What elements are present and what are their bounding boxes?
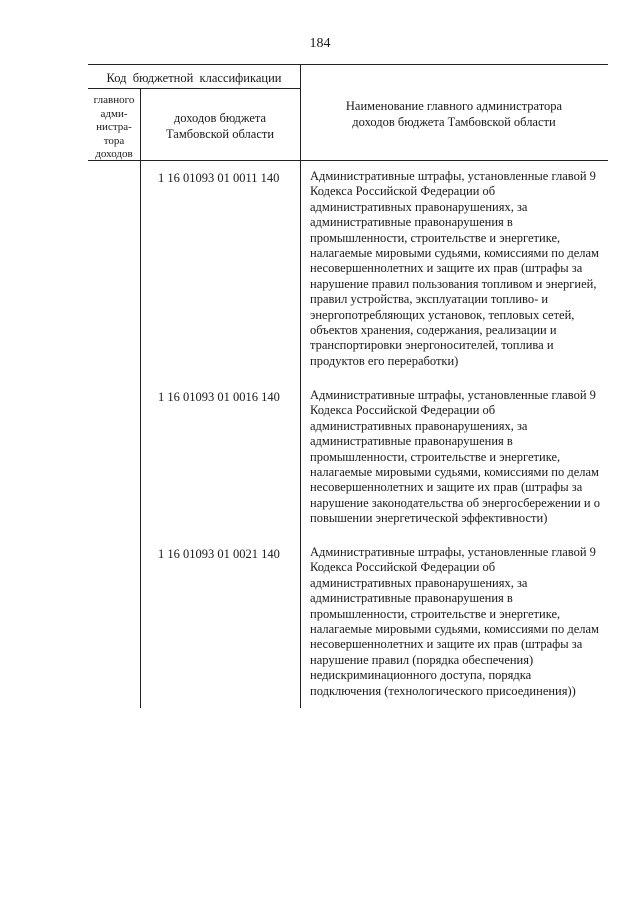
page-number: 184 — [309, 36, 331, 51]
admin-column-header: главного адми- нистра- тора доходов — [93, 94, 135, 160]
table-row-description: Административные штрафы, установленные главой 9 Кодекса Российской Федерации об административных правонарушениях, за административные правонарушения в промышленности, строительстве и энергетике, налагаемые мировыми судьями, комиссиями по делам несовершеннолетних и защите их прав (штрафы за нарушение правил пользования топливом и энергией, правил устройства, эксплуатации топливо- и энергопотребляющих установок, тепловых сетей, объектов хранения, содержания, реализации и транспортировки энергоносителей, топлива и продуктов его переработки) — [310, 169, 599, 368]
table-row-code: 1 16 01093 01 0011 140 — [158, 171, 280, 185]
table-row-code: 1 16 01093 01 0016 140 — [158, 390, 280, 404]
column-divider-1 — [140, 88, 141, 708]
classification-group-divider — [88, 88, 300, 89]
name-column-header: Наименование главного администратора доходов бюджета Тамбовской области — [345, 99, 563, 129]
table-top-border — [88, 64, 608, 65]
table-row-code: 1 16 01093 01 0021 140 — [158, 547, 280, 561]
classification-group-header: Код бюджетной классификации — [106, 71, 282, 85]
income-column-header: доходов бюджета Тамбовской области — [165, 111, 275, 141]
header-bottom-border — [88, 160, 608, 161]
table-row-description: Административные штрафы, установленные главой 9 Кодекса Российской Федерации об административных правонарушениях, за административные правонарушения в промышленности, строительстве и энергетике, налагаемые мировыми судьями, комиссиями по делам несовершеннолетних и защите их прав (штрафы за нарушение правил (порядка обеспечения) недискриминационного доступа, порядка подключения (технологического присоединения)) — [310, 545, 599, 698]
column-divider-2 — [300, 64, 301, 708]
table-row-description: Административные штрафы, установленные главой 9 Кодекса Российской Федерации об административных правонарушениях, за административные правонарушения в промышленности, строительстве и энергетике, налагаемые мировыми судьями, комиссиями по делам несовершеннолетних и защите их прав (штрафы за нарушение законодательства об энергосбережении и о повышении энергетической эффективности) — [310, 388, 600, 526]
